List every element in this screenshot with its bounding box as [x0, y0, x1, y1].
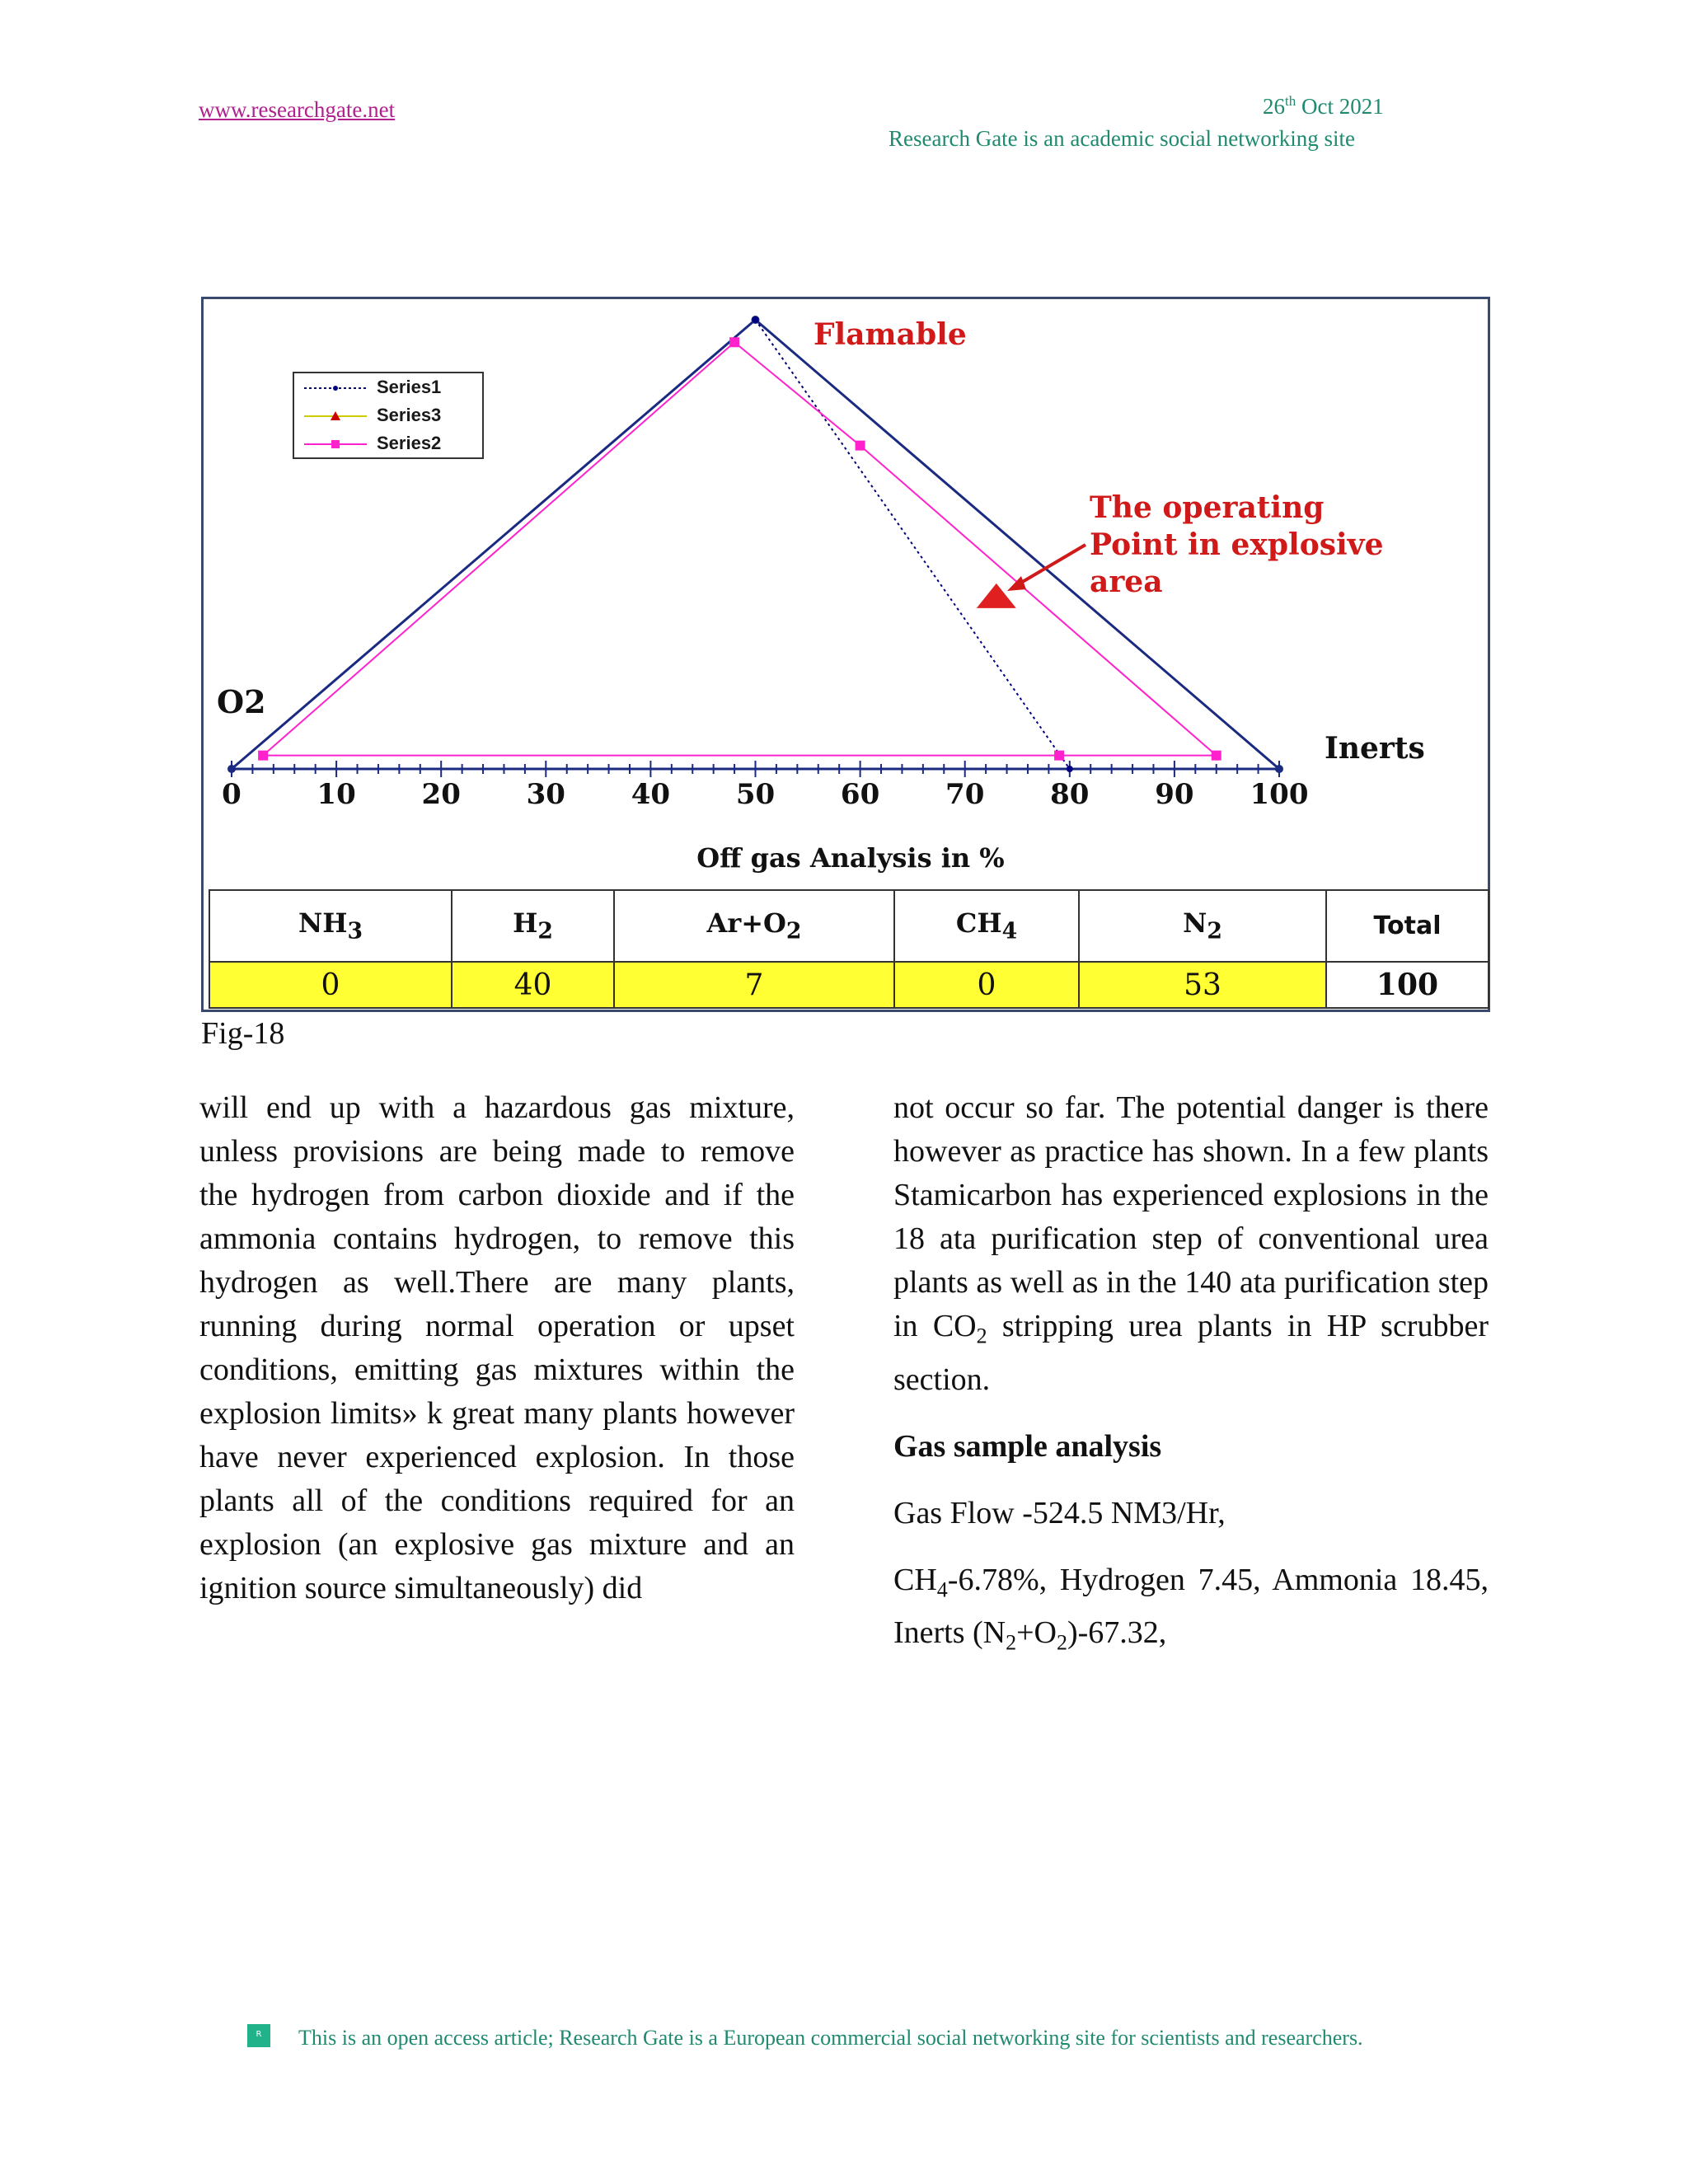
label-inerts: Inerts	[1325, 731, 1425, 766]
triangle-left-marker	[227, 765, 236, 773]
x-tick-label: 10	[316, 778, 356, 811]
section-heading: Gas sample analysis	[893, 1428, 1162, 1464]
legend-label: Series2	[377, 433, 442, 453]
series2-point	[258, 751, 268, 761]
x-tick-label: 90	[1155, 778, 1194, 811]
x-tick-label: 40	[631, 778, 671, 811]
annotation-flamable: Flamable	[814, 317, 967, 352]
series2-point	[1212, 751, 1221, 761]
header-ch4: $CH_4$	[894, 890, 1079, 962]
value-ch4: 0	[894, 962, 1079, 1008]
figure-caption: Fig-18	[201, 1016, 285, 1051]
series1-line	[756, 320, 1070, 769]
label-o2: O2	[217, 683, 266, 720]
value-n2: 53	[1079, 962, 1326, 1008]
composition-table	[209, 889, 1489, 1009]
legend-series1	[294, 373, 482, 401]
x-axis-title: Off gas Analysis in %	[696, 842, 1005, 874]
header-h2: $H_2$	[452, 890, 614, 962]
header-ar-o2: $Ar+O_2$	[614, 890, 894, 962]
header-tagline: Research Gate is an academic social networking site	[889, 126, 1356, 151]
x-tick-label: 0	[222, 778, 241, 811]
x-tick-label: 60	[840, 778, 880, 811]
x-tick-label: 30	[526, 778, 565, 811]
legend-label: Series3	[377, 405, 442, 425]
footer-text: This is an open access article; Research Gate is a European commercial social networking site for scientists and researchers.	[298, 2026, 1363, 2050]
body-right-column	[893, 1086, 1489, 1665]
legend-series2	[294, 429, 482, 457]
rg-logo-icon: R	[247, 2024, 270, 2047]
body-left-column	[199, 1086, 795, 1610]
x-tick-label: 50	[735, 778, 776, 811]
header-nh3: $NH_3$	[209, 890, 452, 962]
header-date: 26th Oct 2021	[1263, 93, 1384, 119]
site-link[interactable]: www.researchgate.net	[199, 97, 396, 122]
annotation-operating-line: The operating	[1090, 490, 1325, 525]
series1-point	[753, 316, 759, 323]
header-total: Total	[1326, 890, 1489, 962]
series3-operating-point	[977, 583, 1016, 608]
table-header-row	[209, 890, 1489, 962]
x-tick-label: 70	[945, 778, 985, 811]
annotation-operating-line: Point in explosive	[1090, 527, 1384, 562]
table-row	[209, 962, 1489, 1008]
legend-label: Series1	[377, 377, 442, 397]
gas-analysis: $CH_4-6.78\%$, Hydrogen 7.45, Ammonia 18.45, Inerts $(N_2+O_2)-67.32$,	[893, 1562, 1489, 1655]
triangle-right-marker	[1275, 765, 1283, 773]
series1-point	[1067, 766, 1073, 772]
series2-point	[729, 337, 739, 347]
annotation-operating-line: area	[1090, 565, 1163, 599]
x-tick-label: 80	[1050, 778, 1090, 811]
legend-series3	[294, 401, 482, 429]
left-paragraph: will end up with a hazardous gas mixture, unless provisions are being made to remove the hydrogen from carbon dioxide and if the ammonia contains hydrogen, to remove this hydrogen as well.There are many plants, running during normal operation or upset conditions, emitting gas mixtures within the explosion limits» k great many plants however have never experienced explosion. In those plants all of the conditions required for an explosion (an explosive gas mixture and an ignition source simultaneously) did	[199, 1090, 795, 1605]
value-h2: 40	[452, 962, 614, 1008]
chart-legend	[293, 372, 484, 459]
value-total: 100	[1326, 962, 1489, 1008]
x-tick-label: 100	[1250, 778, 1309, 811]
value-ar-o2: 7	[614, 962, 894, 1008]
series2-point	[1054, 751, 1064, 761]
annotation-arrow-head	[1007, 576, 1026, 591]
gas-flow: Gas Flow -524.5 NM3/Hr,	[893, 1495, 1226, 1530]
value-nh3: 0	[209, 962, 452, 1008]
x-tick-label: 20	[421, 778, 461, 811]
header-n2: $N_2$	[1079, 890, 1326, 962]
figure-18	[201, 297, 1490, 1012]
right-paragraph: not occur so far. The potential danger is there however as practice has shown. In a few plants Stamicarbon has experienced explosions in the 18 ata purification step of conventional urea plants as well as in the 140 ata purification step in $CO_2$ stripping urea plants in HP scrubber section.	[893, 1090, 1489, 1397]
series2-point	[856, 441, 865, 451]
